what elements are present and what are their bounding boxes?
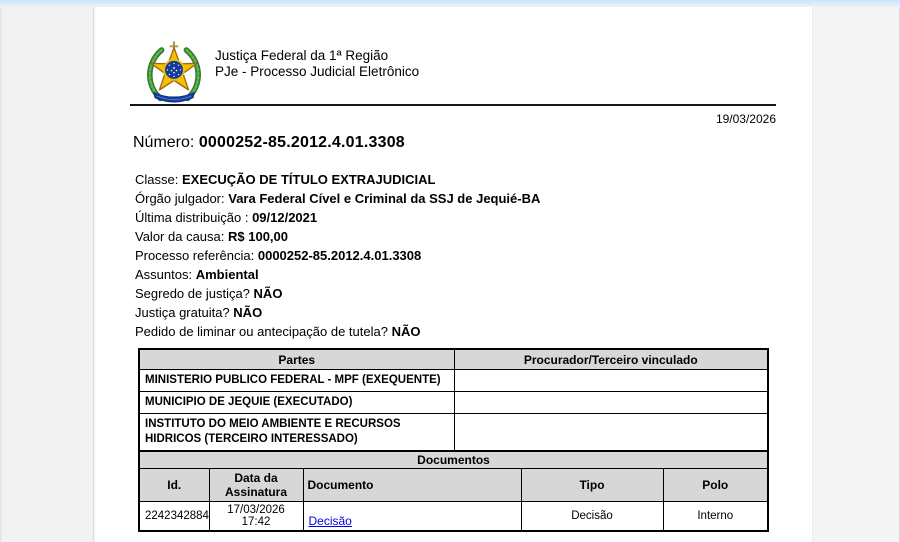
table-row <box>139 392 768 414</box>
table-row <box>139 370 768 392</box>
field-orgao-julgador <box>135 189 540 208</box>
process-number-label: Número: <box>133 134 195 151</box>
table-row <box>139 414 768 451</box>
browser-top-strip <box>0 0 900 7</box>
tables-section <box>138 348 767 532</box>
header-divider <box>130 104 776 106</box>
field-value: 0000252-85.2012.4.01.3308 <box>257 248 422 263</box>
field-value: NÃO <box>233 305 263 320</box>
field-label: Pedido de liminar ou antecipação de tutela? <box>135 324 388 339</box>
field-value: EXECUÇÃO DE TÍTULO EXTRAJUDICIAL <box>181 172 436 187</box>
field-valor-da-causa <box>135 227 540 246</box>
field-ultima-distribuicao <box>135 208 540 227</box>
process-number-value: 0000252-85.2012.4.01.3308 <box>198 134 405 151</box>
org-name-line2: PJe - Processo Judicial Eletrônico <box>215 64 420 79</box>
data-assinatura-header-cell: Data da Assinatura <box>209 468 303 501</box>
documento-id-cell: 2242342884 <box>139 501 209 531</box>
field-value: R$ 100,00 <box>228 229 288 244</box>
documento-link[interactable]: Decisão <box>308 513 352 528</box>
field-processo-referencia <box>135 246 540 265</box>
field-value: Ambiental <box>195 267 259 282</box>
field-label: Justiça gratuita? <box>135 305 230 320</box>
procurador-cell <box>454 414 768 451</box>
field-value: 09/12/2021 <box>252 210 318 225</box>
documentos-title-row <box>139 451 768 469</box>
field-justica-gratuita <box>135 303 540 322</box>
procurador-cell <box>454 392 768 414</box>
documento-link-cell <box>303 501 521 531</box>
field-assuntos <box>135 265 540 284</box>
parte-cell: MUNICIPIO DE JEQUIE (EXECUTADO) <box>139 392 454 414</box>
brazil-coat-of-arms-logo-icon <box>143 38 205 108</box>
documentos-table <box>138 450 769 532</box>
org-header <box>215 48 419 80</box>
process-number-line <box>133 134 405 152</box>
viewer-left-margin <box>0 7 94 542</box>
field-value: NÃO <box>391 324 421 339</box>
id-header-cell: Id. <box>139 468 209 501</box>
documento-header-cell: Documento <box>303 468 521 501</box>
procurador-header-cell: Procurador/Terceiro vinculado <box>454 349 768 370</box>
documento-tipo-cell: Decisão <box>521 501 663 531</box>
tipo-header-cell: Tipo <box>521 468 663 501</box>
process-fields <box>135 170 540 341</box>
documento-data-cell: 17/03/2026 17:42 <box>209 501 303 531</box>
procurador-cell <box>454 370 768 392</box>
documento-polo-cell: Interno <box>663 501 768 531</box>
document-date: 19/03/2026 <box>715 112 776 126</box>
field-label: Valor da causa: <box>135 229 225 244</box>
field-classe <box>135 170 540 189</box>
documentos-header-row <box>139 468 768 501</box>
field-label: Órgão julgador: <box>135 191 225 206</box>
parte-cell: INSTITUTO DO MEIO AMBIENTE E RECURSOS HIDRICOS (TERCEIRO INTERESSADO) <box>139 414 454 451</box>
documentos-title: Documentos <box>139 451 768 469</box>
org-name-line1: Justiça Federal da 1ª Região <box>215 48 389 63</box>
field-value: NÃO <box>253 286 283 301</box>
field-label: Segredo de justiça? <box>135 286 250 301</box>
partes-table <box>138 348 769 452</box>
parte-cell: MINISTERIO PUBLICO FEDERAL - MPF (EXEQUENTE) <box>139 370 454 392</box>
documento-row <box>139 501 768 531</box>
viewer-right-margin <box>812 7 900 542</box>
field-segredo-justica <box>135 284 540 303</box>
field-pedido-liminar <box>135 322 540 341</box>
partes-header-cell: Partes <box>139 349 454 370</box>
field-label: Assuntos: <box>135 267 193 282</box>
polo-header-cell: Polo <box>663 468 768 501</box>
document-page <box>95 7 812 542</box>
field-value: Vara Federal Cível e Criminal da SSJ de Jequié-BA <box>228 191 541 206</box>
partes-header-row <box>139 349 768 370</box>
field-label: Processo referência: <box>135 248 255 263</box>
field-label: Última distribuição : <box>135 210 249 225</box>
field-label: Classe: <box>135 172 179 187</box>
